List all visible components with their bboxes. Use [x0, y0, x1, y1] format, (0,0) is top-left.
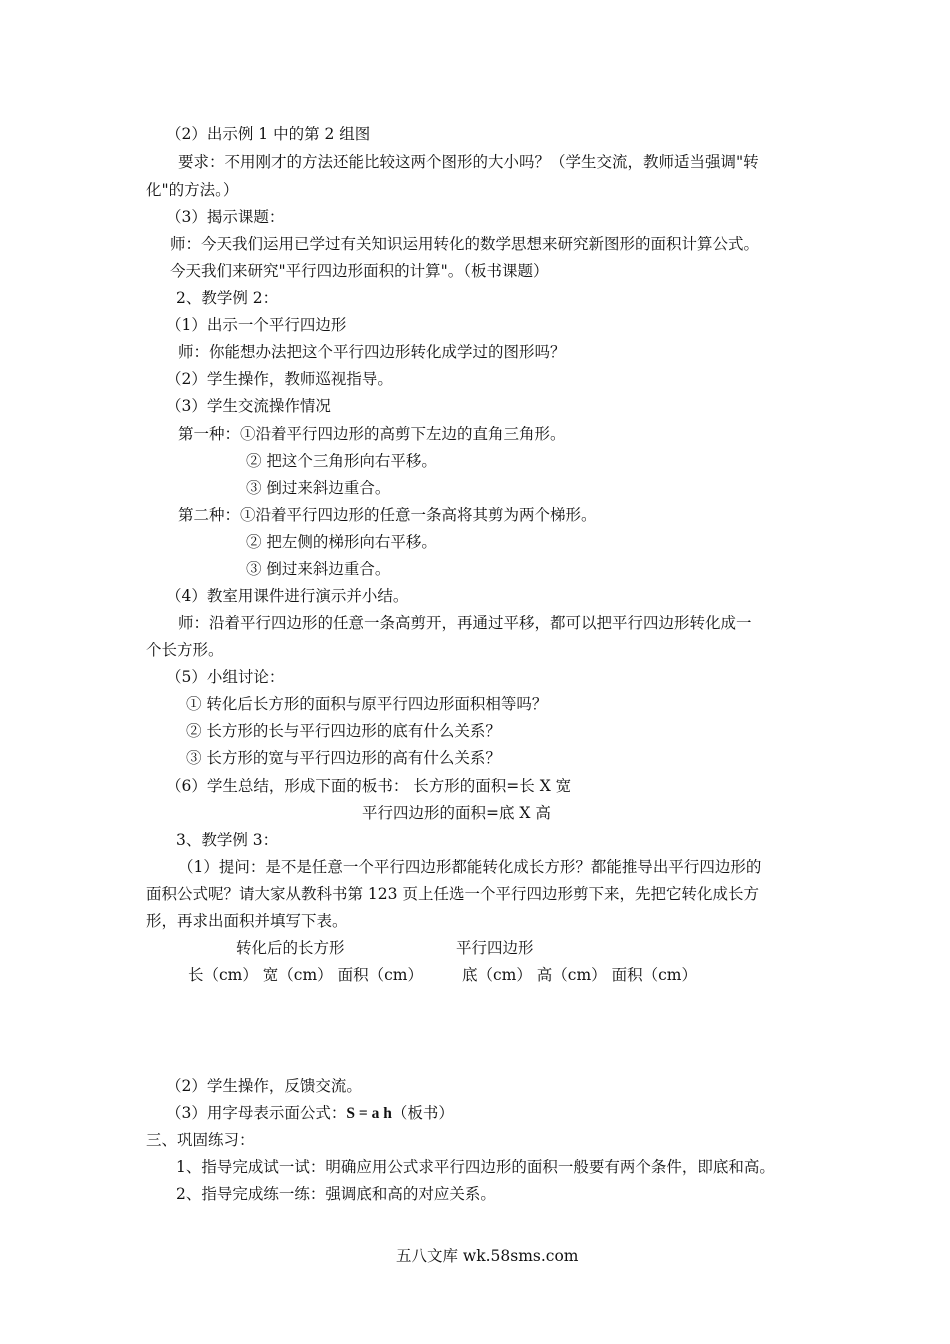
- section-heading: 三、巩固练习：: [146, 1131, 255, 1149]
- text-line: （1）出示一个平行四边形: [166, 316, 347, 334]
- table-subheader-rectangle: 长（cm） 宽（cm） 面积（cm）: [188, 966, 423, 984]
- formula: S = a h: [346, 1105, 392, 1122]
- text-line: 化"的方法。）: [146, 181, 239, 199]
- text-line: 第二种：①沿着平行四边形的任意一条高将其剪为两个梯形。: [178, 506, 597, 524]
- text-line: （2）学生操作，反馈交流。: [166, 1077, 362, 1095]
- section-heading: 2、教学例 2：: [176, 289, 279, 307]
- text-line: （1）提问：是不是任意一个平行四边形都能转化成长方形？都能推导出平行四边形的: [178, 858, 762, 876]
- table-subheader-parallelogram: 底（cm） 高（cm） 面积（cm）: [462, 966, 697, 984]
- text-line: 个长方形。: [146, 641, 224, 659]
- text-line: 师：沿着平行四边形的任意一条高剪开，再通过平移，都可以把平行四边形转化成一: [178, 614, 752, 632]
- text-line: ③ 倒过来斜边重合。: [246, 560, 391, 578]
- table-header-rectangle: 转化后的长方形: [236, 939, 345, 957]
- text-line: ③ 倒过来斜边重合。: [246, 479, 391, 497]
- text-line: （3）揭示课题：: [166, 208, 285, 226]
- text-line: 今天我们来研究"平行四边形面积的计算"。（板书课题）: [170, 262, 549, 280]
- text-line: 师：你能想办法把这个平行四边形转化成学过的图形吗？: [178, 343, 566, 361]
- formula-intro: （3）用字母表示面公式：: [166, 1104, 347, 1122]
- list-item: ② 长方形的长与平行四边形的底有什么关系？: [186, 722, 501, 740]
- text-line: 形，再求出面积并填写下表。: [146, 912, 348, 930]
- text-line: （2）学生操作，教师巡视指导。: [166, 370, 393, 388]
- page-footer: 五八文库 wk.58sms.com: [396, 1247, 579, 1265]
- text-line: 要求：不用刚才的方法还能比较这两个图形的大小吗？（学生交流，教师适当强调"转: [178, 153, 759, 171]
- formula-note: （板书）: [391, 1104, 454, 1122]
- text-line: 第一种：①沿着平行四边形的高剪下左边的直角三角形。: [178, 425, 566, 443]
- text-line: ② 把左侧的梯形向右平移。: [246, 533, 437, 551]
- text-line: （2）出示例 1 中的第 2 组图: [166, 125, 371, 143]
- text-line: （5）小组讨论：: [166, 668, 285, 686]
- text-line: （6）学生总结，形成下面的板书： 长方形的面积=长 X 宽: [166, 777, 572, 795]
- text-line: （3）学生交流操作情况: [166, 397, 331, 415]
- text-line: ② 把这个三角形向右平移。: [246, 452, 437, 470]
- text-line: 师：今天我们运用已学过有关知识运用转化的数学思想来研究新图形的面积计算公式。: [170, 235, 760, 253]
- text-line: 1、指导完成试一试：明确应用公式求平行四边形的面积一般要有两个条件，即底和高。: [176, 1158, 775, 1176]
- formula-line: 平行四边形的面积=底 X 高: [362, 804, 551, 822]
- text-line: [166, 1103, 454, 1124]
- section-heading: 3、教学例 3：: [176, 831, 279, 849]
- text-line: 面积公式呢？请大家从教科书第 123 页上任选一个平行四边形剪下来，先把它转化成长方: [146, 885, 759, 903]
- text-line: （4）教室用课件进行演示并小结。: [166, 587, 409, 605]
- list-item: ① 转化后长方形的面积与原平行四边形面积相等吗？: [186, 695, 548, 713]
- list-item: ③ 长方形的宽与平行四边形的高有什么关系？: [186, 749, 501, 767]
- text-line: 2、指导完成练一练：强调底和高的对应关系。: [176, 1185, 496, 1203]
- table-header-parallelogram: 平行四边形: [456, 939, 534, 957]
